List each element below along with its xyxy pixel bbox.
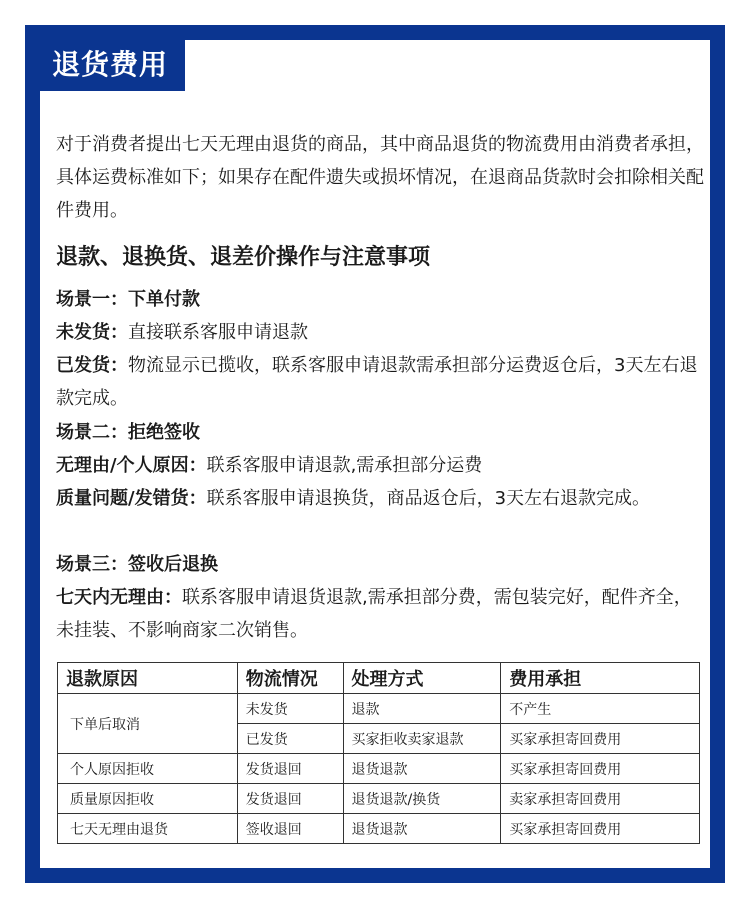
not-shipped-label: 未发货： bbox=[56, 322, 128, 343]
cell-cost: 不产生 bbox=[501, 694, 700, 724]
intro-paragraph: 对于消费者提出七天无理由退货的商品，其中商品退货的物流费用由消费者承担，具体运费标准如下；如果存在配件遗失或损坏情况，在退商品货款时会扣除相关配件费用。 bbox=[56, 134, 704, 221]
cell-method: 退款 bbox=[343, 694, 501, 724]
seven-days-text: 联系客服申请退货退款,需承担部分费，需包装完好，配件齐全，未挂装、不影响商家二次销售。 bbox=[56, 587, 692, 641]
shipped-label: 已发货： bbox=[56, 355, 128, 376]
cell-cost: 买家承担寄回费用 bbox=[501, 814, 700, 844]
scene1-not-shipped bbox=[56, 316, 706, 349]
scene1-title: 场景一：下单付款 bbox=[56, 289, 200, 310]
header-method: 处理方式 bbox=[343, 663, 501, 694]
cell-logistics: 发货退回 bbox=[237, 754, 343, 784]
shipped-text: 物流显示已揽收，联系客服申请退款需承担部分运费返仓后，3天左右退款完成。 bbox=[56, 355, 698, 409]
header-logistics: 物流情况 bbox=[237, 663, 343, 694]
section-heading: 退款、退换货、退差价操作与注意事项 bbox=[56, 245, 431, 270]
quality-label: 质量问题/发错货： bbox=[56, 488, 207, 509]
table-row bbox=[58, 754, 700, 784]
cell-method: 退货退款/换货 bbox=[343, 784, 501, 814]
scene1-shipped bbox=[56, 349, 706, 415]
personal-text: 联系客服申请退款,需承担部分运费 bbox=[206, 455, 483, 476]
table-row bbox=[58, 814, 700, 844]
cell-logistics: 未发货 bbox=[237, 694, 343, 724]
header-reason: 退款原因 bbox=[58, 663, 238, 694]
quality-text: 联系客服申请退换货，商品返仓后，3天左右退款完成。 bbox=[206, 488, 651, 509]
cell-method: 退货退款 bbox=[343, 814, 501, 844]
cell-method: 买家拒收卖家退款 bbox=[343, 724, 501, 754]
scene2-quality bbox=[56, 482, 706, 515]
cell-logistics: 签收退回 bbox=[237, 814, 343, 844]
table-row bbox=[58, 694, 700, 724]
scene3-title: 场景三：签收后退换 bbox=[56, 554, 218, 575]
cell-method: 退货退款 bbox=[343, 754, 501, 784]
header-cost: 费用承担 bbox=[501, 663, 700, 694]
table-header-row bbox=[58, 663, 700, 694]
table-row bbox=[58, 784, 700, 814]
scene3-seven-days bbox=[56, 581, 706, 647]
cell-cost: 买家承担寄回费用 bbox=[501, 754, 700, 784]
personal-label: 无理由/个人原因： bbox=[56, 455, 207, 476]
refund-table bbox=[57, 662, 700, 844]
cell-reason: 个人原因拒收 bbox=[58, 754, 238, 784]
cell-logistics: 已发货 bbox=[237, 724, 343, 754]
cell-logistics: 发货退回 bbox=[237, 784, 343, 814]
seven-days-label: 七天内无理由： bbox=[56, 587, 182, 608]
cell-cost: 卖家承担寄回费用 bbox=[501, 784, 700, 814]
page-title: 退货费用 bbox=[35, 35, 185, 91]
cell-reason: 质量原因拒收 bbox=[58, 784, 238, 814]
not-shipped-text: 直接联系客服申请退款 bbox=[128, 322, 308, 343]
cell-reason: 下单后取消 bbox=[58, 694, 238, 754]
cell-cost: 买家承担寄回费用 bbox=[501, 724, 700, 754]
cell-reason: 七天无理由退货 bbox=[58, 814, 238, 844]
scene2-title: 场景二：拒绝签收 bbox=[56, 422, 200, 443]
scene2-personal bbox=[56, 449, 706, 482]
